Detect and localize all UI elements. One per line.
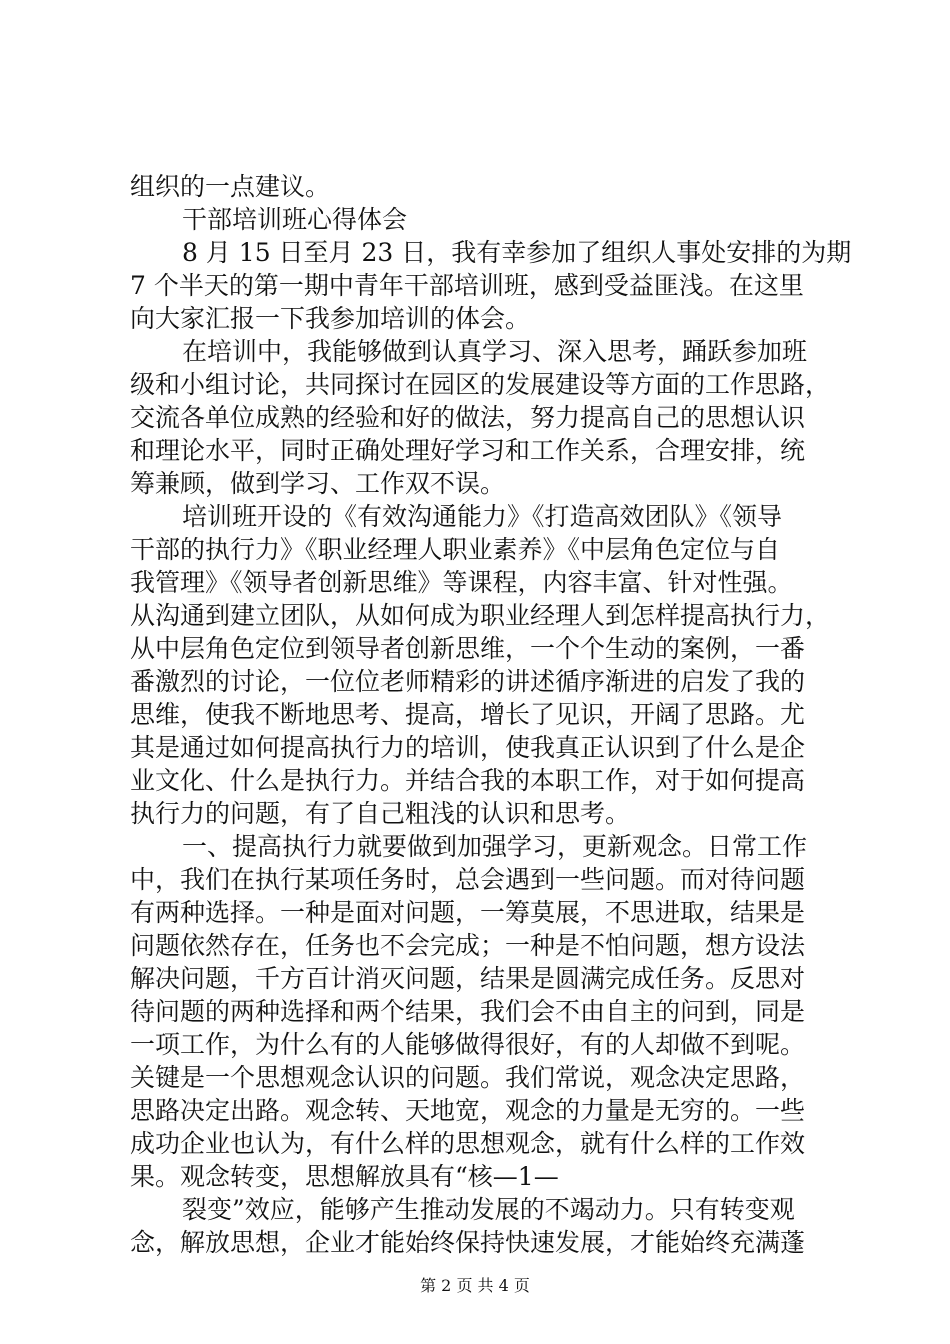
text-line: 裂变”效应，能够产生推动发展的不竭动力。只有转变观	[182, 1195, 795, 1224]
text-line: 和理论水平，同时正确处理好学习和工作关系，合理安排，统	[130, 436, 806, 465]
text-line: 向大家汇报一下我参加培训的体会。	[130, 304, 531, 333]
text-line: 交流各单位成熟的经验和好的做法，努力提高自己的思想认识	[130, 403, 806, 432]
text-line: 干部的执行力》《职业经理人职业素养》《中层角色定位与自	[130, 535, 781, 564]
text-line: 7 个半天的第一期中青年干部培训班，感到受益匪浅。在这里	[130, 271, 804, 300]
text-line: 8 月 15 日至月 23 日，我有幸参加了组织人事处安排的为期	[182, 238, 852, 267]
text-line: 成功企业也认为，有什么样的思想观念，就有什么样的工作效	[130, 1129, 806, 1158]
text-line: 组织的一点建议。	[130, 172, 331, 201]
text-line: 思路决定出路。观念转、天地宽，观念的力量是无穷的。一些	[130, 1096, 806, 1125]
text-line: 解决问题，千方百计消灭问题，结果是圆满完成任务。反思对	[130, 964, 806, 993]
text-line: 从沟通到建立团队，从如何成为职业经理人到怎样提高执行力，	[130, 601, 831, 630]
text-line: 执行力的问题，有了自己粗浅的认识和思考。	[130, 799, 631, 828]
text-line: 关键是一个思想观念认识的问题。我们常说，观念决定思路，	[130, 1063, 806, 1092]
text-line: 果。观念转变，思想解放具有“核—1—	[130, 1162, 559, 1191]
text-line: 在培训中，我能够做到认真学习、深入思考，踊跃参加班	[182, 337, 808, 366]
text-line: 一项工作，为什么有的人能够做得很好，有的人却做不到呢。	[130, 1030, 806, 1059]
text-line: 问题依然存在，任务也不会完成；一种是不怕问题，想方设法	[130, 931, 806, 960]
section-heading: 干部培训班心得体会	[182, 205, 408, 234]
text-line: 业文化、什么是执行力。并结合我的本职工作，对于如何提高	[130, 766, 806, 795]
text-line: 从中层角色定位到领导者创新思维，一个个生动的案例，一番	[130, 634, 806, 663]
text-line: 其是通过如何提高执行力的培训，使我真正认识到了什么是企	[130, 733, 806, 762]
text-line: 念，解放思想，企业才能始终保持快速发展，才能始终充满蓬	[130, 1228, 806, 1257]
text-line: 待问题的两种选择和两个结果，我们会不由自主的问到，同是	[130, 997, 806, 1026]
text-line: 中，我们在执行某项任务时，总会遇到一些问题。而对待问题	[130, 865, 806, 894]
text-line: 有两种选择。一种是面对问题，一筹莫展，不思进取，结果是	[130, 898, 806, 927]
text-line: 我管理》《领导者创新思维》等课程，内容丰富、针对性强。	[130, 568, 793, 597]
text-line: 筹兼顾，做到学习、工作双不误。	[130, 469, 506, 498]
page-footer	[0, 1276, 950, 1296]
page-number: 第 2 页 共 4 页	[420, 1276, 530, 1295]
text-line: 培训班开设的《有效沟通能力》《打造高效团队》《领导	[182, 502, 783, 531]
text-line: 级和小组讨论，共同探讨在园区的发展建设等方面的工作思路，	[130, 370, 831, 399]
document-body	[130, 170, 852, 1259]
text-line: 一、提高执行力就要做到加强学习，更新观念。日常工作	[182, 832, 808, 861]
text-line: 思维，使我不断地思考、提高，增长了见识，开阔了思路。尤	[130, 700, 806, 729]
text-line: 番激烈的讨论，一位位老师精彩的讲述循序渐进的启发了我的	[130, 667, 806, 696]
